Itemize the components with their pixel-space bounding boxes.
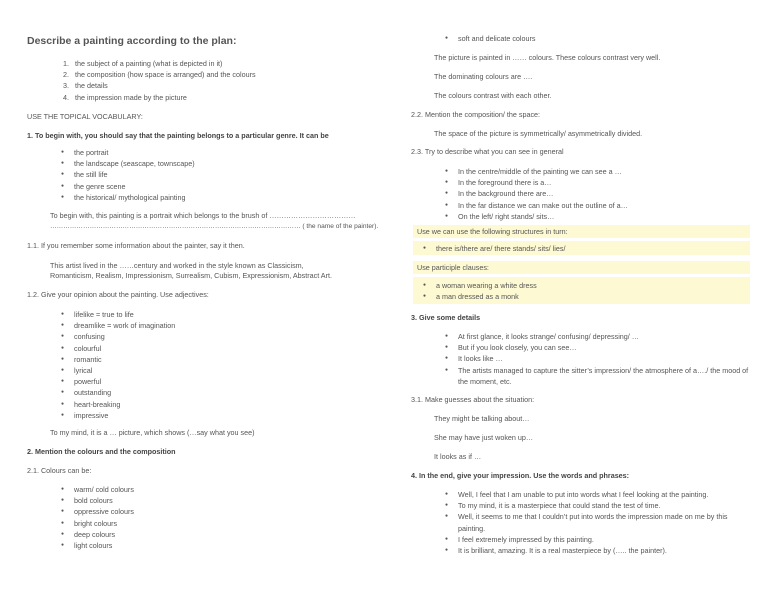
- list-item: ● On the left/ right stands/ sits…: [445, 211, 628, 222]
- list-item: ● In the foreground there is a…: [445, 177, 628, 188]
- list-item: ● the portrait: [61, 147, 195, 158]
- list-item: ● dreamlike = work of imagination: [61, 320, 175, 331]
- participle-label: Use participle clauses:: [417, 263, 489, 272]
- list-item: ● the genre scene: [61, 181, 195, 192]
- vocab-heading: USE THE TOPICAL VOCABULARY:: [27, 112, 143, 121]
- section-heading-2-2: 2.2. Mention the composition/ the space:: [411, 110, 541, 119]
- list-item: 3. the details: [63, 81, 108, 91]
- section-heading-1-1: 1.1. If you remember some information about the painter, say it then.: [27, 241, 245, 250]
- list-item: ● colourful: [61, 343, 175, 354]
- list-item: ● The artists managed to capture the sitter’s impression/ the atmosphere of a…./ the mood of the moment, etc.: [445, 365, 755, 387]
- plan-list: [63, 58, 256, 103]
- paragraph-line: The colours contrast with each other.: [434, 91, 552, 100]
- adjective-list: [61, 309, 175, 421]
- list-item: ● I feel extremely impressed by this painting.: [445, 534, 755, 545]
- structures-label: Use we can use the following structures in turn:: [417, 227, 568, 236]
- colour-list: [61, 484, 134, 551]
- paragraph-line: Romanticism, Realism, Impressionism, Surrealism, Cubism, Expressionism, Abstract Art.: [50, 271, 332, 280]
- paragraph-line: The picture is painted in …… colours. These colours contrast very well.: [434, 53, 661, 62]
- section-heading-3: 3. Give some details: [411, 313, 481, 322]
- list-item: ● the landscape (seascape, townscape): [61, 158, 195, 169]
- general-description-list: [445, 166, 628, 222]
- list-item: ● a man dressed as a monk: [423, 291, 537, 302]
- list-item: ● Well, it seems to me that I couldn’t put into words the impression made on me by this painting.: [445, 511, 755, 533]
- list-item: ● Well, I feel that I am unable to put into words what I feel looking at the painting.: [445, 489, 755, 500]
- list-item: ● soft and delicate colours: [445, 33, 536, 44]
- structures-list: [423, 243, 565, 254]
- details-list: [445, 331, 755, 387]
- section-heading-2: 2. Mention the colours and the composition: [27, 447, 176, 456]
- paragraph-line: To begin with, this painting is a portrait which belongs to the brush of ………………………………: [50, 211, 356, 220]
- list-item: ● lifelike = true to life: [61, 309, 175, 320]
- list-item: ● lyrical: [61, 365, 175, 376]
- paragraph-line: They might be talking about…: [434, 414, 530, 423]
- list-item: ● outstanding: [61, 387, 175, 398]
- list-item: ● the historical/ mythological painting: [61, 192, 195, 203]
- paragraph-line: To my mind, it is a … picture, which shows (…say what you see): [50, 428, 255, 437]
- list-item: ● impressive: [61, 410, 175, 421]
- paragraph-line: This artist lived in the ……century and worked in the style known as Classicism,: [50, 261, 304, 270]
- list-item: 4. the impression made by the picture: [63, 92, 187, 102]
- participle-list: [423, 280, 537, 302]
- list-item: ● deep colours: [61, 529, 134, 540]
- paragraph-line: It looks as if …: [434, 452, 482, 461]
- section-heading-1-2: 1.2. Give your opinion about the painting. Use adjectives:: [27, 290, 209, 299]
- list-item: ● a woman wearing a white dress: [423, 280, 537, 291]
- list-item: ● In the centre/middle of the painting we can see a …: [445, 166, 628, 177]
- list-item: ● oppressive colours: [61, 506, 134, 517]
- list-item: ● warm/ cold colours: [61, 484, 134, 495]
- list-item: ● the still life: [61, 169, 195, 180]
- section-heading-1: 1. To begin with, you should say that the painting belongs to a particular genre. It can be: [27, 131, 329, 140]
- list-item: ● bold colours: [61, 495, 134, 506]
- list-item: ● But if you look closely, you can see…: [445, 342, 755, 353]
- paragraph-line: …………………………………………………………………………………………………… ( the name of the painter).: [50, 223, 379, 230]
- genre-list: [61, 147, 195, 203]
- list-item: 2. the composition (how space is arranged) and the colours: [63, 70, 256, 80]
- list-item: ● heart-breaking: [61, 399, 175, 410]
- list-item: ● confusing: [61, 331, 175, 342]
- page-title: Describe a painting according to the plan:: [27, 35, 237, 47]
- list-item: ● bright colours: [61, 518, 134, 529]
- colour-list-continued: [445, 33, 536, 44]
- list-item: ● In the far distance we can make out the outline of a…: [445, 200, 628, 211]
- list-item: ● powerful: [61, 376, 175, 387]
- list-item: ● It is brilliant, amazing. It is a real masterpiece by (….. the painter).: [445, 545, 755, 556]
- section-heading-4: 4. In the end, give your impression. Use the words and phrases:: [411, 471, 630, 480]
- section-heading-2-1: 2.1. Colours can be:: [27, 466, 92, 475]
- list-item: ● It looks like …: [445, 353, 755, 364]
- section-heading-2-3: 2.3. Try to describe what you can see in general: [411, 147, 564, 156]
- list-item: ● At first glance, it looks strange/ confusing/ depressing/ …: [445, 331, 755, 342]
- section-heading-3-1: 3.1. Make guesses about the situation:: [411, 395, 535, 404]
- list-item: ● light colours: [61, 540, 134, 551]
- paragraph-line: She may have just woken up…: [434, 433, 534, 442]
- impressions-list: [445, 489, 755, 556]
- list-item: ● romantic: [61, 354, 175, 365]
- list-item: ● To my mind, it is a masterpiece that could stand the test of time.: [445, 500, 755, 511]
- list-item: ● there is/there are/ there stands/ sits/ lies/: [423, 243, 565, 254]
- paragraph-line: The space of the picture is symmetrically/ asymmetrically divided.: [434, 129, 643, 138]
- list-item: ● In the background there are…: [445, 188, 628, 199]
- paragraph-line: The dominating colours are ….: [434, 72, 533, 81]
- list-item: 1. the subject of a painting (what is depicted in it): [63, 59, 223, 68]
